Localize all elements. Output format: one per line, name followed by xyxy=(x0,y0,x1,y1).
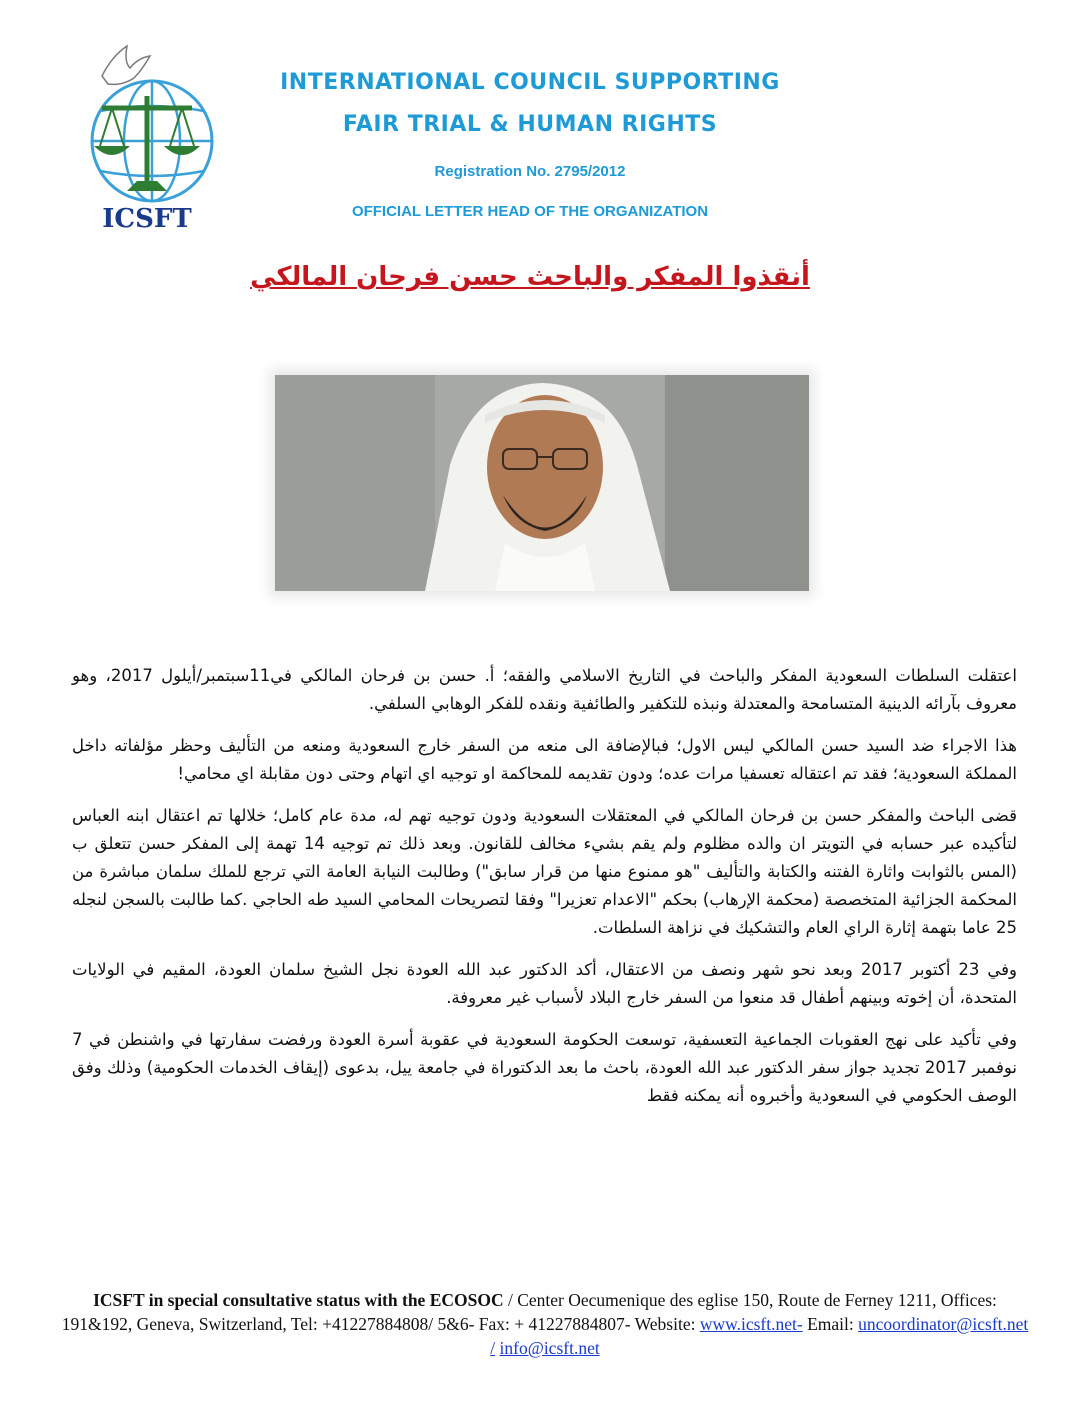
footer-address: / Center Oecumenique des eglise 150, Route de Ferney 1211, Offices: 191&192, Geneva, Switzerland, Tel: +41227884808/ 5&6- Fax: + 41227884807- Website: xyxy=(61,1290,997,1334)
paragraph-3: قضى الباحث والمفكر حسن بن فرحان المالكي في المعتقلات السعودية ودون توجيه تهم له، مدة عام كامل؛ خلالها تم اعتقال ابنه العباس لتأكيده عبر حسابه في التويتر ان والده مظلوم ولم يقم بشيء مخالف للقانون. وبعد ذلك تم توجيه 14 تهمة إلى المفكر حسن تتعلق ب (المس بالثوابت واثارة الفتنه والكتابة والتأليف "هو ممنوع منها من قرار سابق") وطالبت النيابة العامة التي ترجع للملك سلمان مباشرة من المحكمة الجزائية المتخصصة (محكمة الإرهاب) بحكم "الاعدام تعزيرا" وفقا لتصريحات المحامي السيد طه الحاجي .كما طالبت بالسجن لنجله 25 عاما بتهمة إثارة الراي العام والتشكيك في نزاهة السلطات. xyxy=(72,806,1017,937)
page-footer xyxy=(60,1288,1030,1360)
portrait-photo xyxy=(275,375,809,591)
email-label: Email: xyxy=(802,1314,859,1334)
email-link-info[interactable]: info@icsft.net xyxy=(499,1338,600,1358)
org-name-line1: INTERNATIONAL COUNCIL SUPPORTING xyxy=(280,70,780,95)
organization-logo xyxy=(72,36,222,236)
paragraph-2: هذا الاجراء ضد السيد حسن المالكي ليس الاول؛ فبالإضافة الى منعه من السفر خارج السعودية ومنعه من التأليف وحظر مؤلفاته داخل المملكة السعودية؛ فقد تم اعتقاله تعسفيا مرات عده؛ ودون تقديمه للمحاكمة او توجيه اي اتهام وحتى دون مقابلة اي محامي! xyxy=(72,736,1017,783)
globe-scales-dove-icon xyxy=(72,36,222,206)
paragraph-5: وفي تأكيد على نهج العقوبات الجماعية التعسفية، توسعت الحكومة السعودية في عقوبة أسرة العودة ورفضت سفارتها في واشنطن في 7 نوفمبر 2017 تجديد جواز سفر الدكتور عبد الله العودة، باحث ما بعد الدكتوراة في جامعة ييل، بدعوى (إيقاف الخدمات الحكومية) وذلك وفق الوصف الحكومي في السعودية وأخبروه أنه يمكنه فقط xyxy=(72,1030,1018,1105)
website-link[interactable]: www.icsft.net- xyxy=(699,1314,803,1334)
email-link-coordinator[interactable]: uncoordinator@icsft.net / xyxy=(490,1314,1029,1358)
footer-status: ICSFT in special consultative status with the ECOSOC xyxy=(93,1290,504,1310)
portrait-image xyxy=(275,375,809,591)
letterhead-label: OFFICIAL LETTER HEAD OF THE ORGANIZATION xyxy=(351,203,709,220)
article-headline: أنقذوا المفكر والباحث حسن فرحان المالكي xyxy=(250,262,810,292)
article-body xyxy=(72,662,1017,1124)
org-name-line2: FAIR TRIAL & HUMAN RIGHTS xyxy=(342,112,718,137)
paragraph-4: وفي 23 أكتوبر 2017 وبعد نحو شهر ونصف من الاعتقال، أكد الدكتور عبد الله العودة نجل الشيخ سلمان العودة، المقيم في الولايات المتحدة، أن إخوته وبينهم أطفال قد منعوا من السفر خارج البلاد لأسباب غير معروفة. xyxy=(72,960,1017,1007)
logo-text: ICSFT xyxy=(102,204,192,234)
registration-number: Registration No. 2795/2012 xyxy=(434,163,626,180)
paragraph-1: اعتقلت السلطات السعودية المفكر والباحث في التاريخ الاسلامي والفقه؛ أ. حسن بن فرحان المالكي في11سبتمبر/أيلول 2017، وهو معروف بآرائه الدينية المتسامحة والمعتدلة ونبذه للتكفير والطائفية ونقده للفكر الوهابي السلفي. xyxy=(72,666,1017,713)
